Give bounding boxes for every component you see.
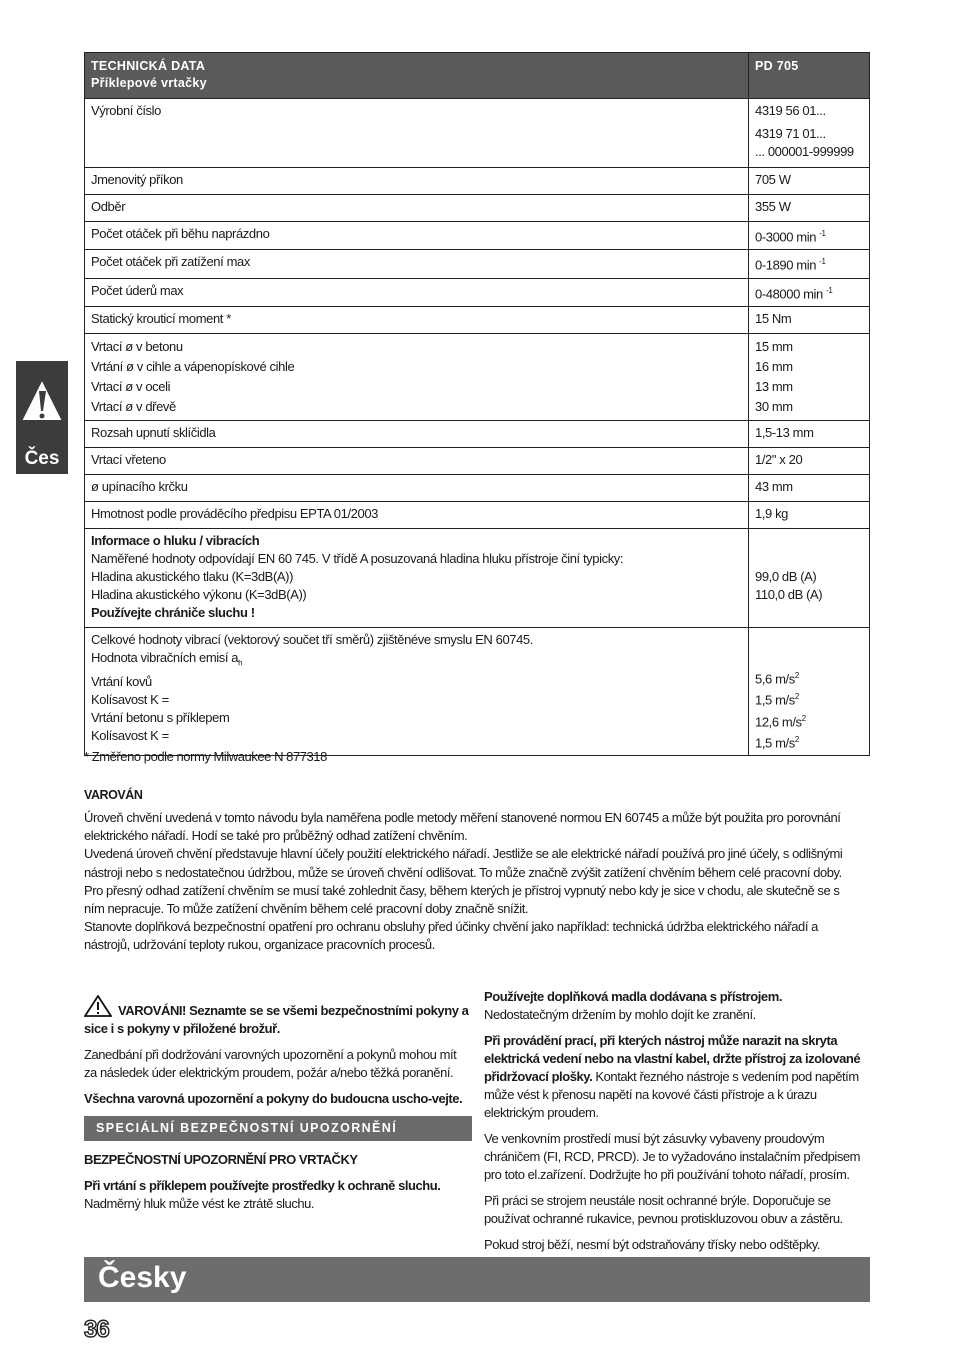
right-column [484,988,872,1262]
row-value: 15 Nm [749,306,870,333]
handle-text: Nedostatečným držením by mohlo dojít ke zranění. [484,1007,756,1022]
left-column [84,995,472,1221]
chips-paragraph: Pokud stroj běží, nesmí být odstraňovány třísky nebo odštěpky. [484,1237,821,1252]
warning-icon [84,995,112,1017]
row-value: 355 W [749,195,870,222]
general-warning [84,995,472,1038]
table-row [85,474,870,501]
row-label: Výrobní číslo [85,99,749,168]
serial-1: 4319 56 01... [755,103,826,118]
varovan-line: ním nepracuje. To může zatížení chvěním během celé pracovní doby značně snížit. [84,901,529,917]
varovan-line: elektrického nářadí. Hodí se také pro průběžný odhad zatížení chvěním. [84,828,468,844]
serial-range: ... 000001-999999 [755,144,854,159]
language-bar [84,1257,870,1302]
header-title: TECHNICKÁ DATA [91,59,206,73]
row-value [749,333,870,420]
warning-text: Zanedbání při dodržování varovných upozornění a pokynů mohou mít za následek úder elektrickým proudem, požár a/nebo těžká poranění. [84,1047,457,1080]
handle-bold: Používejte doplňková madla dodávana s přístrojem. [484,989,782,1004]
drill-steel-label: Vrtací ø v oceli [91,378,171,394]
value-sup: -1 [826,285,833,295]
warning-bold-text: VAROVÁNI! Seznamte se se všemi bezpečnostními pokyny a sice i s pokyny v přiložené brožuř. [84,1003,469,1036]
table-row [85,501,870,528]
drill-wood-value: 30 mm [755,398,793,414]
handle-paragraph [484,988,872,1024]
hidden-wires-text: Kontakt řezného nástroje s vedením pod napětím může vést k přenosu napětí na kovové části přístroje a k úrazu elektrickým proudem. [484,1069,859,1120]
vibration-line: Celkové hodnoty vibrací (vektorový součet tří směrů) zjištěnéve smyslu EN 60745. [91,631,533,647]
hidden-wires-bold: Při provádění prací, při kterých nástroj může narazit na skryta elektrická vedení nebo na vlastní kabel, držte přístroj za izolované přidržovací plošky. [484,1033,861,1084]
table-row [85,195,870,222]
varovan-line: Uvedená úroveň chvění představuje hlavní účely použití elektrického nářadí. Jestliže se ale elektrické nářadí používá pro jiné účely, s odlišnými [84,846,843,862]
vibration-value: 5,6 $m/s^2$ [755,670,799,687]
value-text: 0-48000 min [755,285,823,301]
language-side-tab [16,361,68,474]
noise-warning: Používejte chrániče sluchu ! [91,604,255,620]
table-row [85,222,870,250]
noise-info [85,528,749,627]
language-title: Česky [98,1261,187,1294]
row-value: 43 mm [749,474,870,501]
hearing-bold: Při vrtání s příklepem používejte prostředky k ochraně sluchu. [84,1178,441,1193]
vibration-value: 12,6 $m/s^2$ [755,713,806,729]
vibration-line: Kolísavost K = [91,727,169,743]
vibration-emission-label: Hodnota vibračních emisí a [91,649,239,665]
table-row [85,99,870,168]
row-label: Počet úderů max [85,278,749,306]
side-tab-label: Čes [24,448,60,469]
table-row [85,333,870,420]
varovan-line: nástrojů, udržování teploty rukou, organizace pracovních procesů. [84,937,435,953]
vibration-line: Vrtání kovů [91,673,152,689]
drill-brick-label: Vrtání ø v cihle a vápenopískové cihle [91,358,295,374]
table-row [85,278,870,306]
row-value: 705 W [749,168,870,195]
drill-concrete-value: 15 mm [755,338,793,354]
vibration-value: 1,5 $m/s^2$ [755,734,799,751]
drill-concrete-label: Vrtací ø v betonu [91,338,183,354]
varovan-line: nástroji nebo s nedostatečnou údržbou, může se úroveň chvění odlišovat. To může značně zvýšit zatížení chvěním během celé pracovní doby. [84,864,842,880]
hearing-text: Nadměrný hluk může vést ke ztrátě sluchu. [84,1196,315,1211]
outdoor-paragraph: Ve venkovním prostředí musí být zásuvky vybaveny proudovým chráničem (FI, RCD, PRCD). Je to vyžadováno instalačním předpisem pro toto el.zařízení. Dodržujte ho při používání tohoto nářadí, prosím. [484,1131,861,1182]
row-label: Hmotnost podle prováděcího předpisu EPTA 01/2003 [85,501,749,528]
value-sup: -1 [819,257,826,267]
header-subtitle: Příklepové vrtačky [91,76,207,90]
noise-line: Hladina akustického výkonu (K=3dB(A)) [91,586,307,602]
row-value: 1,5-13 mm [749,420,870,447]
table-row [85,168,870,195]
noise-values [749,528,870,627]
subheading: BEZPEČNOSTNÍ UPOZORNĚNÍ PRO VRTAČKY [84,1152,358,1167]
tech-data-table [84,52,870,756]
value-sup: -1 [819,229,826,238]
row-value [749,222,870,250]
table-footnote: * Změřeno podle normy Milwaukee N 877318 [84,749,327,764]
table-header-left [85,53,749,99]
row-label: Rozsah upnutí sklíčidla [85,420,749,447]
row-label: Počet otáček při běhu naprázdno [85,222,749,250]
vibration-line: Vrtání betonu s příklepem [91,709,230,725]
noise-line: Naměřené hodnoty odpovídají EN 60 745. V třídě A posuzovaná hladina hluku přístroje činí typicky: [91,550,624,566]
drill-wood-label: Vrtací ø v dřevě [91,398,176,414]
section-bar: SPECIÁLNÍ BEZPEČNOSTNÍ UPOZORNĚNÍ [84,1116,472,1141]
row-value: 1,9 kg [749,501,870,528]
row-label: Jmenovitý příkon [85,168,749,195]
drill-steel-value: 13 mm [755,378,793,394]
keep-instructions: Všechna varovná upozornění a pokyny do budoucna uscho-vejte. [84,1091,463,1106]
subscript: h [238,658,243,668]
page-number: 36 [84,1316,109,1343]
vibration-value: 1,5 $m/s^2$ [755,692,799,708]
warning-triangle-icon [19,377,65,425]
row-label: Odběr [85,195,749,222]
varovan-title: VAROVÁN [84,788,143,802]
row-value [749,250,870,278]
table-row [85,447,870,474]
row-label: Vrtací vřeteno [85,447,749,474]
header-model: PD 705 [749,53,870,99]
vibration-line [91,649,742,673]
value-text: 0-3000 min [755,229,817,245]
noise-value: 110,0 dB (A) [755,586,823,602]
row-value: 1/2" x 20 [749,447,870,474]
vibration-info [85,627,749,755]
row-label: Počet otáček při zatížení max [85,250,749,278]
table-row [85,250,870,278]
vibration-values [749,627,870,755]
varovan-line: Stanovte doplňková bezpečnostní opatření pro ochranu obsluhy před účinky chvění jako například: technická údržba elektrického nářadí a [84,919,818,935]
row-label [85,333,749,420]
hearing-paragraph [84,1177,472,1213]
table-row-noise [85,528,870,627]
vibration-line: Kolísavost K = [91,691,169,707]
row-label: Statický krouticí moment * [85,306,749,333]
table-row [85,306,870,333]
varovan-body [84,809,874,955]
noise-value: 99,0 dB (A) [755,568,817,584]
row-value [749,99,870,168]
varovan-line: Pro přesný odhad zatížení chvěním se musí také zohlednit časy, během kterých je přístroj vypnutý nebo kdy je sice v chodu, ale skutečně se s [84,882,840,898]
noise-line: Hladina akustického tlaku (K=3dB(A)) [91,568,294,584]
hidden-wires-paragraph [484,1032,872,1122]
value-text: 0-1890 min [755,257,817,273]
serial-2: 4319 71 01... [755,126,826,141]
row-value [749,278,870,306]
table-row-vibration [85,627,870,755]
noise-title: Informace o hluku / vibracích [91,532,260,548]
drill-brick-value: 16 mm [755,358,793,374]
table-header-row [85,53,870,99]
table-row [85,420,870,447]
goggles-paragraph: Při práci se strojem neustále nosit ochranné brýle. Doporučuje se používat ochranné rukavice, pevnou protiskluzovou obuv a zástěru. [484,1193,843,1226]
row-label: ø upínacího krčku [85,474,749,501]
varovan-line: Úroveň chvění uvedená v tomto návodu byla naměřena podle metody měření stanovené normou EN 60745 a může být použita pro porovnání [84,810,841,825]
